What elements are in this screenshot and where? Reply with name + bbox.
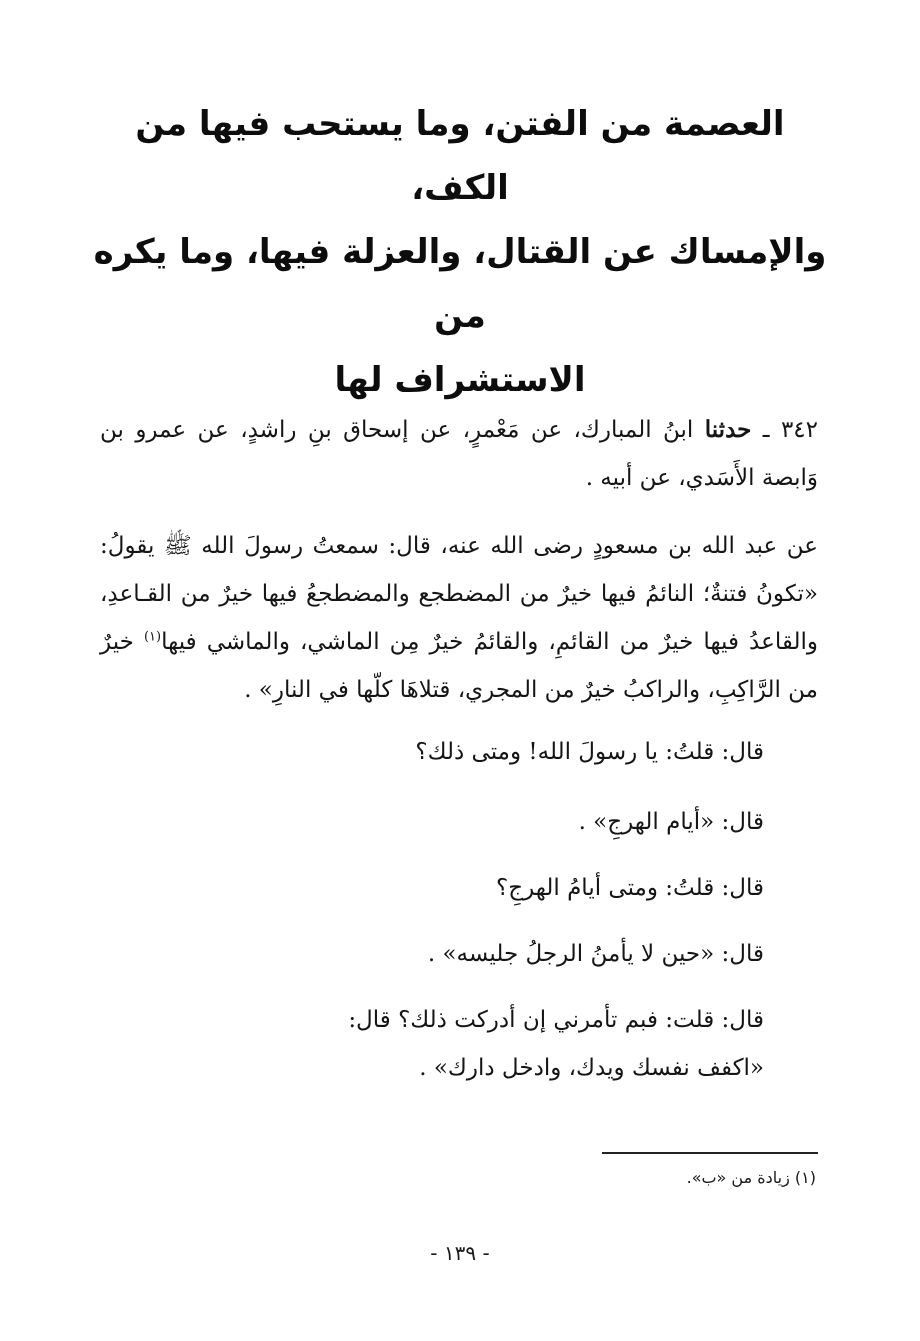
hadith-isnad [100, 406, 818, 502]
isnad-text: ابنُ المبارك، عن مَعْمرٍ، عن إسحاق بنِ راشدٍ، عن عمرو بن وَابصة الأَسَدي، عن أبيه . [100, 417, 818, 491]
dialogue-line: قال: قلت: فبم تأمرني إن أدركت ذلك؟ قال: [348, 1007, 764, 1033]
footnote-divider [602, 1152, 818, 1154]
chapter-title [90, 92, 830, 412]
haddathana-word: حدثنا [704, 416, 752, 443]
footnote: (١) زيادة من «ب». [686, 1168, 816, 1187]
dialogue-line: قال: «أيام الهرجِ» . [578, 809, 764, 835]
dialogue-line: قال: قلتُ: يا رسولَ الله! ومتى ذلك؟ [415, 739, 764, 765]
hadith-number: ٣٤٢ ـ [762, 417, 819, 443]
hadith-matn [100, 522, 818, 714]
chapter-title-line: الاستشراف لها [334, 360, 586, 400]
matn-text-continued: خيرٌ من الرَّاكِبِ، والراكبُ خيرٌ من المجري، قتلاهَا كلّها في النارِ» . [100, 629, 818, 703]
dialogue-line: «اكفف نفسك ويدك، وادخل دارك» . [419, 1055, 764, 1081]
dialogue-line: قال: قلتُ: ومتى أيامُ الهرجِ؟ [496, 875, 764, 901]
footnote-marker: (١) [143, 629, 162, 645]
page-number: - ١٣٩ - [430, 1241, 490, 1265]
matn-text: عن عبد الله بن مسعودٍ رضى الله عنه، قال: سمعتُ رسولَ الله ﷺ يقولُ: «تكونُ فتنةٌ؛ النائمُ فيها خيرٌ من المضطجع والمضطجعُ فيها خيرٌ من القـاعدِ، والقاعدُ فيها خيرٌ من القائمِ، والقائمُ خيرٌ مِن الماشي، والماشي فيها [100, 533, 818, 655]
chapter-title-line: العصمة من الفتن، وما يستحب فيها من الكف، [135, 104, 785, 208]
dialogue-line: قال: «حين لا يأمنُ الرجلُ جليسه» . [427, 941, 764, 967]
chapter-title-line: والإمساك عن القتال، والعزلة فيها، وما يكره من [93, 232, 827, 336]
